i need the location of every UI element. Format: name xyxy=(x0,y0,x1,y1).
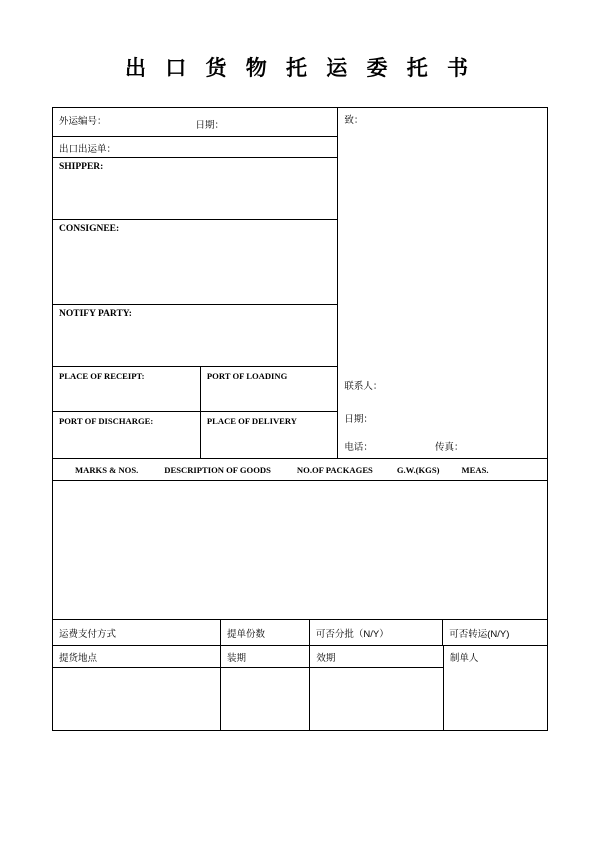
goods-body-area[interactable] xyxy=(53,481,547,620)
gross-weight-header: G.W.(KGS) xyxy=(396,464,440,475)
validity-value[interactable] xyxy=(310,668,443,729)
pickup-place-label: 提货地点 xyxy=(59,652,98,664)
marks-header: MARKS & NOS. xyxy=(75,464,139,475)
contact-person-field[interactable] xyxy=(338,368,547,402)
partial-shipment-field[interactable] xyxy=(310,620,443,645)
ref-no-label: 外运编号： xyxy=(59,116,107,127)
right-date-label: 日期： xyxy=(344,414,373,425)
place-of-delivery-label: PLACE OF DELIVERY xyxy=(206,416,297,426)
consignee-label: CONSIGNEE: xyxy=(59,224,120,234)
left-details-column xyxy=(53,108,338,458)
freight-payment-label: 运费支付方式 xyxy=(59,628,117,640)
tel-fax-row[interactable] xyxy=(338,434,547,457)
shipment-date-value[interactable] xyxy=(221,668,309,729)
validity-label: 效期 xyxy=(316,652,336,664)
transshipment-label: 可否转运(N/Y) xyxy=(449,628,510,640)
port-of-discharge-label: PORT OF DISCHARGE: xyxy=(59,416,154,426)
place-of-delivery-field[interactable] xyxy=(201,412,338,458)
prepared-by-label: 制单人 xyxy=(449,653,479,664)
right-consignor-column xyxy=(338,108,547,458)
place-of-receipt-label: PLACE OF RECEIPT: xyxy=(59,371,145,381)
shipping-order-form xyxy=(52,107,548,731)
description-header: DESCRIPTION OF GOODS xyxy=(164,464,271,475)
export-order-label: 出口出运单： xyxy=(59,144,117,155)
page-title: 出 口 货 物 托 运 委 托 书 xyxy=(125,56,475,80)
measurement-header: MEAS. xyxy=(461,464,489,475)
bottom-row-1 xyxy=(53,620,547,646)
notify-party-label: NOTIFY PARTY: xyxy=(59,309,132,319)
right-date-field[interactable] xyxy=(338,402,547,434)
form-top-section xyxy=(53,108,547,458)
validity-cell[interactable] xyxy=(310,646,444,730)
transshipment-field[interactable] xyxy=(443,620,547,645)
packages-header: NO.OF PACKAGES xyxy=(296,464,373,475)
date-field[interactable] xyxy=(190,108,338,136)
shipment-date-field[interactable] xyxy=(221,646,309,668)
port-of-discharge-field[interactable] xyxy=(53,412,201,458)
tel-label: 电话： xyxy=(344,441,373,453)
to-label: 致： xyxy=(344,115,364,126)
validity-field[interactable] xyxy=(310,646,443,668)
bl-copies-field[interactable] xyxy=(221,620,310,645)
contact-person-label: 联系人： xyxy=(344,381,383,392)
bl-copies-label: 提单份数 xyxy=(226,628,265,640)
place-of-receipt-field[interactable] xyxy=(53,367,201,411)
shipper-label: SHIPPER: xyxy=(59,162,104,172)
ref-and-date-row xyxy=(53,108,337,137)
port-of-loading-label: PORT OF LOADING xyxy=(206,371,288,381)
to-field[interactable] xyxy=(338,108,547,368)
pickup-place-cell[interactable] xyxy=(53,646,221,730)
goods-header-strip xyxy=(53,458,547,481)
consignee-field[interactable] xyxy=(53,220,337,305)
pickup-place-value[interactable] xyxy=(53,668,220,729)
shipper-field[interactable] xyxy=(53,158,337,220)
pickup-place-field[interactable] xyxy=(53,646,220,668)
ref-no-field[interactable] xyxy=(53,108,190,136)
partial-shipment-label: 可否分批（N/Y） xyxy=(315,628,389,640)
date-label: 日期： xyxy=(195,120,225,131)
prepared-by-cell[interactable] xyxy=(444,646,547,730)
discharge-delivery-row xyxy=(53,412,337,458)
port-of-loading-field[interactable] xyxy=(201,367,338,411)
prepared-by-field[interactable] xyxy=(444,646,547,729)
shipment-date-cell[interactable] xyxy=(221,646,310,730)
shipment-date-label: 装期 xyxy=(226,652,246,664)
fax-label: 传真： xyxy=(434,441,464,453)
freight-payment-field[interactable] xyxy=(53,620,221,645)
export-order-field[interactable] xyxy=(53,137,337,158)
bottom-row-2 xyxy=(53,646,547,730)
receipt-loading-row xyxy=(53,367,337,412)
notify-party-field[interactable] xyxy=(53,305,337,367)
